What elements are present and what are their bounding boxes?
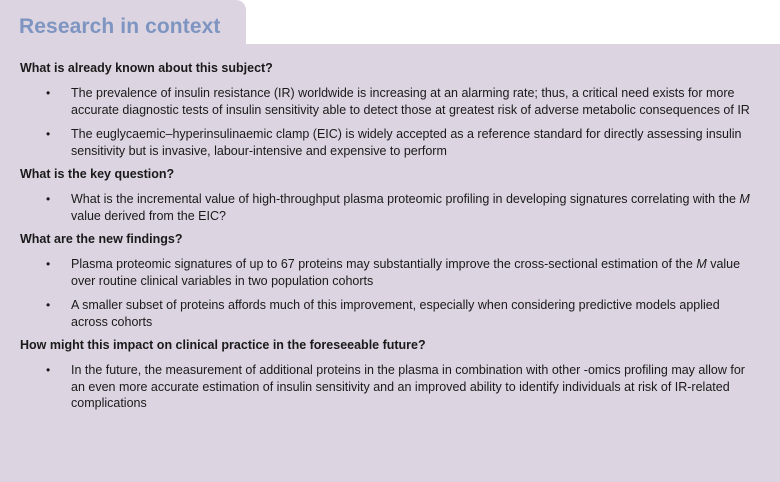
bullet-icon: • — [46, 298, 51, 312]
item-text-post: value over routine clinical variables in two population cohorts — [71, 257, 741, 288]
section-clinical-impact — [20, 337, 758, 412]
bullet-list — [20, 191, 758, 224]
section-heading: What is the key question? — [20, 167, 175, 181]
item-text: The prevalence of insulin resistance (IR) worldwide is increasing at an alarming rate; thus, a critical need exists for more accurate diagnostic tests of insulin sensitivity able to detect those at greatest risk of adverse metabolic consequences of IR — [71, 86, 750, 117]
bullet-list — [20, 85, 758, 159]
item-text-italic: M — [739, 192, 750, 206]
section-heading: What is already known about this subject? — [20, 61, 273, 75]
section-key-question — [20, 166, 758, 224]
item-text: The euglycaemic–hyperinsulinaemic clamp (EIC) is widely accepted as a reference standard for directly assessing insulin sensitivity but is invasive, labour-intensive and expensive to perform — [71, 127, 742, 158]
bullet-icon: • — [46, 257, 51, 271]
list-item — [20, 85, 758, 118]
item-text-post: value derived from the EIC? — [71, 208, 226, 223]
list-item — [20, 256, 758, 289]
bullet-icon: • — [46, 192, 51, 206]
box-title: Research in context — [19, 15, 221, 38]
bullet-list — [20, 362, 758, 412]
research-in-context-box — [0, 44, 780, 482]
item-text-pre: What is the incremental value of high-throughput plasma proteomic profiling in developing signatures correlating with the — [71, 192, 740, 206]
section-heading: How might this impact on clinical practice in the foreseeable future? — [20, 338, 426, 352]
bullet-list — [20, 256, 758, 330]
section-new-findings — [20, 231, 758, 330]
list-item — [20, 362, 758, 412]
list-item — [20, 191, 758, 224]
item-text-pre: Plasma proteomic signatures of up to 67 proteins may substantially improve the cross-sectional estimation of the — [71, 257, 697, 271]
section-known — [20, 60, 758, 159]
bullet-icon: • — [46, 86, 51, 100]
bullet-icon: • — [46, 127, 51, 141]
bullet-icon: • — [46, 363, 51, 377]
item-text-italic: M — [696, 257, 707, 271]
list-item — [20, 126, 758, 159]
header-tab — [0, 0, 246, 44]
item-text: In the future, the measurement of additional proteins in the plasma in combination with other -omics profiling may allow for an even more accurate estimation of insulin sensitivity and an improved ability to identify individuals at risk of IR-related complications — [71, 363, 745, 410]
item-text: A smaller subset of proteins affords much of this improvement, especially when considering predictive models applied across cohorts — [71, 298, 720, 329]
list-item — [20, 297, 758, 330]
section-heading: What are the new findings? — [20, 232, 183, 246]
